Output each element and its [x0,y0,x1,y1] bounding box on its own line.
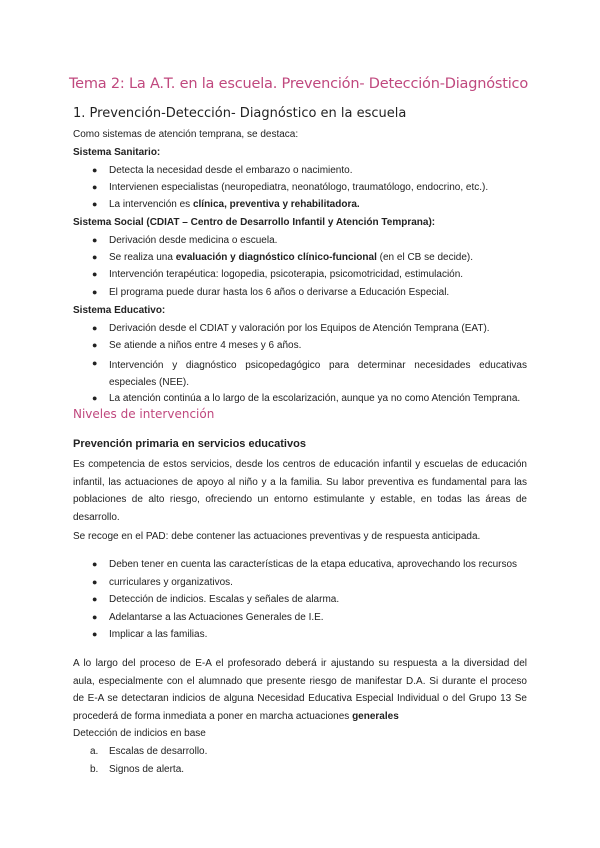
subheading: Prevención primaria en servicios educativos [73,438,306,450]
list-item: ● Deben tener en cuenta las características de la etapa educativa, aprovechando los recursos [92,559,518,570]
list-item: ● Implicar a las familias. [92,629,208,640]
bullet-icon: ● [92,358,98,368]
social-label: Sistema Social (CDIAT – Centro de Desarrollo Infantil y Atención Temprana): [73,217,436,228]
list-item: ● La intervención es clínica, preventiva y rehabilitadora. [92,199,360,210]
list-item: ● Derivación desde medicina o escuela. [92,235,278,246]
list-item: ● Detección de indicios. Escalas y señales de alarma. [92,594,340,605]
list-item: ● El programa puede durar hasta los 6 años o derivarse a Educación Especial. [92,287,450,298]
list-item: ● Se atiende a niños entre 4 meses y 6 años. [92,340,302,351]
niveles-heading: Niveles de intervención [73,407,215,421]
bullet-icon: ● [92,287,98,297]
list-item: a. Escalas de desarrollo. [90,746,208,757]
educativo-label: Sistema Educativo: [73,305,166,316]
bullet-icon: ● [92,269,98,279]
deteccion-text: Detección de indicios en base [73,728,206,739]
intro-text: Como sistemas de atención temprana, se destaca: [73,129,299,140]
list-item: ● Se realiza una evaluación y diagnóstico clínico-funcional (en el CB se decide). [92,252,474,263]
bullet-icon: ● [92,182,98,192]
list-item: b. Signos de alerta. [90,764,185,775]
bullet-icon: ● [92,340,98,350]
list-item: ● Intervención y diagnóstico psicopedagógico para determinar necesidades educativas especiales (NEE). [92,358,527,388]
list-item: ● curriculares y organizativos. [92,577,233,588]
list-item: ● Adelantarse a las Actuaciones Generales de I.E. [92,612,324,623]
bullet-icon: ● [92,323,98,333]
bullet-icon: ● [92,577,98,587]
bullet-icon: ● [92,165,98,175]
section-heading: 1. Prevención-Detección- Diagnóstico en la escuela [73,106,407,121]
bullet-icon: ● [92,199,98,209]
bullet-icon: ● [92,393,98,403]
bullet-icon: ● [92,612,98,622]
bullet-icon: ● [92,559,98,569]
list-item: ● Derivación desde el CDIAT y valoración por los Equipos de Atención Temprana (EAT). [92,323,490,334]
bullet-icon: ● [92,629,98,639]
bullet-icon: ● [92,235,98,245]
bullet-icon: ● [92,252,98,262]
paragraph: Es competencia de estos servicios, desde los centros de educación infantil y escuelas de educación infantil, las actuaciones de apoyo al niño y a la familia. Su labor preventiva es fundamental para las poblaciones de alto riesgo, ofreciendo un entorno estimulante y estable, en todas las áreas de desarrollo. [73,459,527,523]
list-item: ● Intervienen especialistas (neuropediatra, neonatólogo, traumatólogo, endocrino, etc.). [92,182,489,193]
list-item: ● Detecta la necesidad desde el embarazo o nacimiento. [92,165,353,176]
page-title: Tema 2: La A.T. en la escuela. Prevención- Detección-Diagnóstico [68,76,528,92]
paragraph: A lo largo del proceso de E-A el profesorado deberá ir ajustando su respuesta a la diversidad del aula, especialmente con el alumnado que presente riesgo de manifestar D.A. Si durante el proceso de E-A se detectaran indicios de alguna Necesidad Educativa Especial Individual o del Grupo 13 Se procederá de forma inmediata a poner en marcha actuaciones generales [73,658,527,722]
pad-text: Se recoge en el PAD: debe contener las actuaciones preventivas y de respuesta anticipada. [73,531,481,542]
list-item: ● Intervención terapéutica: logopedia, psicoterapia, psicomotricidad, estimulación. [92,269,464,280]
sanitario-label: Sistema Sanitario: [73,147,161,158]
bullet-icon: ● [92,594,98,604]
list-item: ● La atención continúa a lo largo de la escolarización, aunque ya no como Atención Temprana. [92,393,521,404]
